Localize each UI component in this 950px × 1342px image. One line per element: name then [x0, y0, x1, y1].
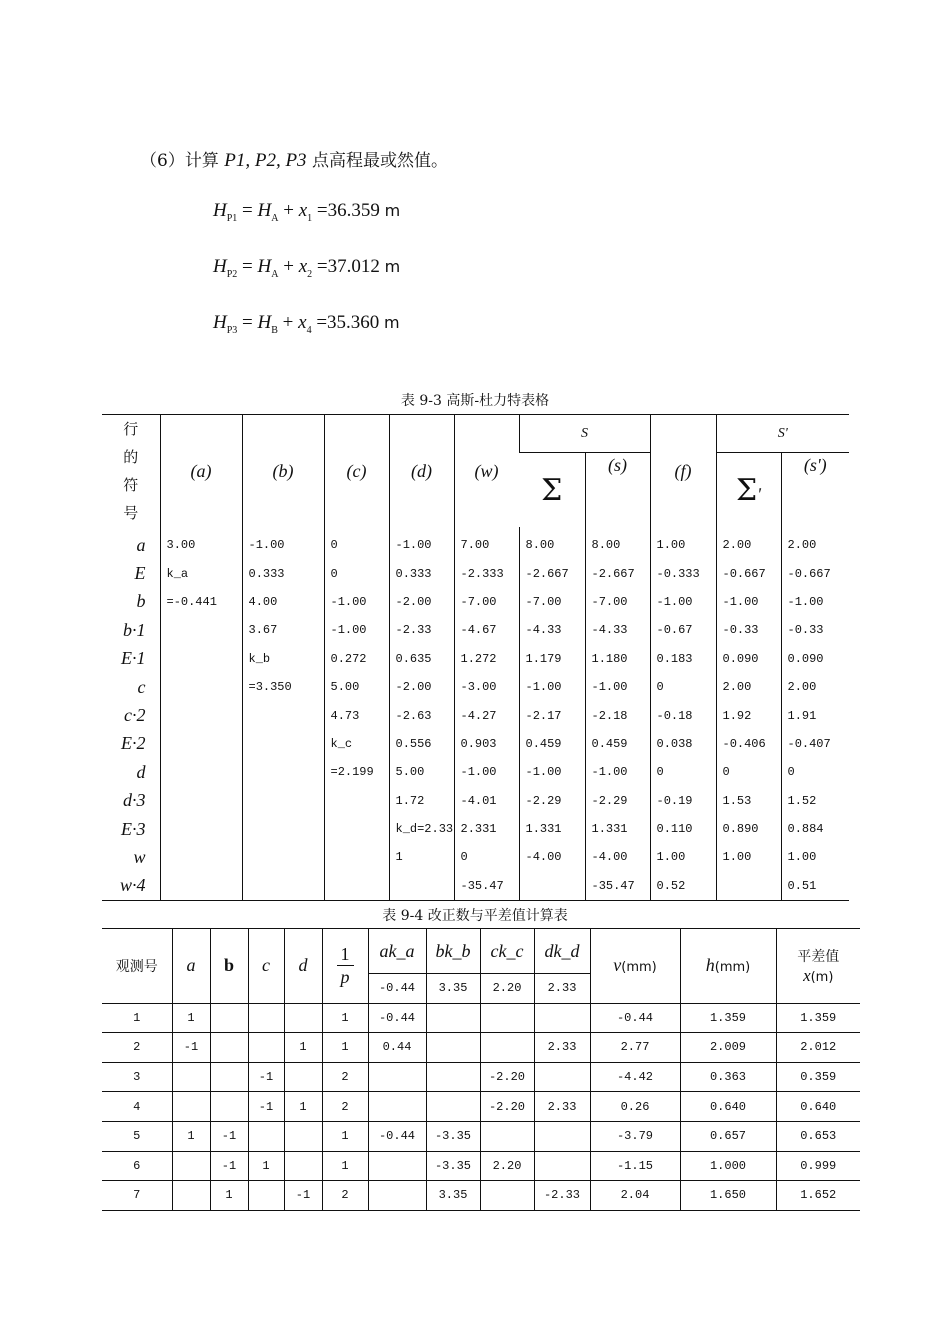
- table3-row: [102, 559, 849, 587]
- table3-cell: 0.333: [389, 559, 454, 587]
- k-b-value: 3.35: [426, 974, 480, 1004]
- dk-header: dk_d: [534, 929, 590, 974]
- table3-cell: 0.884: [781, 815, 849, 843]
- table3-row: [102, 730, 849, 758]
- table4-cell: 1: [210, 1181, 248, 1211]
- table3-cell: -1.00: [650, 588, 716, 616]
- table4-cell: 0.999: [776, 1151, 860, 1181]
- table4-cell: [368, 1062, 426, 1092]
- table4-cell: 1: [284, 1092, 322, 1122]
- table3-cell: 7.00: [454, 527, 519, 559]
- table3-cell: =2.199: [324, 758, 389, 786]
- table4-row: [102, 1062, 860, 1092]
- table4-cell: 0.359: [776, 1062, 860, 1092]
- table3-cell: 0: [454, 843, 519, 871]
- table4-cell: -3.35: [426, 1151, 480, 1181]
- table4-cell: 7: [102, 1181, 172, 1211]
- table3-cell: [389, 872, 454, 901]
- table3-cell: -1.00: [781, 588, 849, 616]
- table4-cell: [248, 1003, 284, 1033]
- table3-cell: 0: [324, 527, 389, 559]
- table3-row: [102, 758, 849, 786]
- table4-cell: [480, 1181, 534, 1211]
- table4-cell: 1.359: [680, 1003, 776, 1033]
- table3-cell: 5.00: [389, 758, 454, 786]
- table3-cell: 2.00: [716, 527, 781, 559]
- table4-cell: [480, 1003, 534, 1033]
- table3-cell: 1.91: [781, 701, 849, 729]
- table4-cell: [172, 1181, 210, 1211]
- table3-cell: -4.33: [519, 616, 585, 644]
- table3-cell: 0.556: [389, 730, 454, 758]
- table4-cell: 1.359: [776, 1003, 860, 1033]
- table3-cell: 1.92: [716, 701, 781, 729]
- table4-cell: 2.009: [680, 1033, 776, 1063]
- table4-cell: 2: [322, 1181, 368, 1211]
- table4-cell: 5: [102, 1121, 172, 1151]
- table3-cell: k_a: [160, 559, 242, 587]
- table3-cell: [242, 815, 324, 843]
- table3-cell: -2.18: [585, 701, 650, 729]
- table4-cell: [426, 1092, 480, 1122]
- table3-cell: 0.52: [650, 872, 716, 901]
- table4-cell: 1: [322, 1151, 368, 1181]
- table3-cell: 0.333: [242, 559, 324, 587]
- table4-cell: -1: [284, 1181, 322, 1211]
- table4-cell: 1: [284, 1033, 322, 1063]
- intro-prefix: （6）计算: [140, 151, 219, 171]
- table3-cell: -7.00: [585, 588, 650, 616]
- table3-cell: 4.73: [324, 701, 389, 729]
- table3-cell: [716, 872, 781, 901]
- table3-cell: -4.67: [454, 616, 519, 644]
- gauss-doolittle-table: [102, 414, 849, 901]
- table3-cell: -2.00: [389, 673, 454, 701]
- table3-cell: 1.180: [585, 645, 650, 673]
- table4-cell: 2.04: [590, 1181, 680, 1211]
- table3-cell: [242, 758, 324, 786]
- table3-cell: [242, 872, 324, 901]
- row-header: 行的符号: [123, 420, 139, 522]
- table4-row: [102, 1003, 860, 1033]
- table3-cell: -0.667: [781, 559, 849, 587]
- table4-cell: 1: [172, 1003, 210, 1033]
- table4-cell: [248, 1033, 284, 1063]
- table3-cell: -2.333: [454, 559, 519, 587]
- intro-line: [140, 146, 448, 172]
- table4-cell: [368, 1181, 426, 1211]
- table4-cell: -2.20: [480, 1092, 534, 1122]
- table4-cell: [172, 1151, 210, 1181]
- table3-cell: -4.00: [585, 843, 650, 871]
- table4-cell: [480, 1033, 534, 1063]
- table4-cell: [210, 1062, 248, 1092]
- table3-cell: 0.459: [519, 730, 585, 758]
- table4-cell: -0.44: [590, 1003, 680, 1033]
- table3-cell: [160, 843, 242, 871]
- table3-cell: -0.67: [650, 616, 716, 644]
- table3-cell: 1: [389, 843, 454, 871]
- table4-cell: [534, 1003, 590, 1033]
- col-c: (c): [324, 415, 389, 528]
- table3-cell: [242, 730, 324, 758]
- table3-cell: -35.47: [585, 872, 650, 901]
- correction-table: [102, 928, 860, 1211]
- table3-row: [102, 588, 849, 616]
- table3-cell: -1.00: [242, 527, 324, 559]
- table4-cell: 2: [322, 1062, 368, 1092]
- obs-header: 观测号: [102, 929, 172, 1004]
- table3-cell: -0.18: [650, 701, 716, 729]
- table3-row: [102, 527, 849, 559]
- p-header: $\frac{1}{p}$: [322, 929, 368, 1004]
- table3-cell: k_d=2.33: [389, 815, 454, 843]
- table4-cell: 2.33: [534, 1033, 590, 1063]
- table3-cell: 0.110: [650, 815, 716, 843]
- table4-cell: [210, 1033, 248, 1063]
- h-header: h(mm): [680, 929, 776, 1004]
- table3-cell: 1.331: [519, 815, 585, 843]
- k-a-value: -0.44: [368, 974, 426, 1004]
- table3-cell: 0: [650, 758, 716, 786]
- table3-cell: [242, 787, 324, 815]
- table3-cell: [242, 701, 324, 729]
- table3-cell: -2.667: [585, 559, 650, 587]
- table3-cell: -0.19: [650, 787, 716, 815]
- table4-cell: 1: [322, 1121, 368, 1151]
- table3-cell: -0.33: [781, 616, 849, 644]
- table3-cell: 0.890: [716, 815, 781, 843]
- table3-cell: 8.00: [519, 527, 585, 559]
- table3-cell: -1.00: [324, 588, 389, 616]
- table3-row: [102, 843, 849, 871]
- table4-cell: 1: [322, 1033, 368, 1063]
- sigma-icon: Σ: [541, 472, 563, 508]
- table3-cell: -4.00: [519, 843, 585, 871]
- table4-cell: -4.42: [590, 1062, 680, 1092]
- table3-cell: 0: [324, 559, 389, 587]
- table4-cell: 1.650: [680, 1181, 776, 1211]
- equation-hp2: $H_{P2} = H_A + x_2 =37.012$ m: [213, 256, 401, 280]
- table3-cell: -2.00: [389, 588, 454, 616]
- table3-cell: -2.29: [519, 787, 585, 815]
- ak-header: ak_a: [368, 929, 426, 974]
- table3-caption: 表 9-3 高斯-杜力特表格: [400, 393, 550, 409]
- table4-cell: [284, 1003, 322, 1033]
- table4-cell: 2.20: [480, 1151, 534, 1181]
- table4-cell: -0.44: [368, 1121, 426, 1151]
- table4-cell: 3.35: [426, 1181, 480, 1211]
- table4-row: [102, 1121, 860, 1151]
- table4-cell: 3: [102, 1062, 172, 1092]
- table3-cell: 0.090: [716, 645, 781, 673]
- table3-cell: -4.01: [454, 787, 519, 815]
- table3-cell: 8.00: [585, 527, 650, 559]
- col-s-prime: (s'): [781, 453, 849, 527]
- bk-header: bk_b: [426, 929, 480, 974]
- table3-cell: -7.00: [519, 588, 585, 616]
- table3-cell: -1.00: [324, 616, 389, 644]
- table3-cell: [324, 787, 389, 815]
- table3-cell: [160, 872, 242, 901]
- table3-cell: -2.667: [519, 559, 585, 587]
- table3-cell: [324, 843, 389, 871]
- table4-cell: 2.77: [590, 1033, 680, 1063]
- table3-cell: 0.272: [324, 645, 389, 673]
- row-symbol: E·1: [121, 648, 146, 669]
- table4-cell: [426, 1033, 480, 1063]
- table3-cell: -1.00: [519, 673, 585, 701]
- table4-cell: 6: [102, 1151, 172, 1181]
- table3-cell: 2.00: [781, 527, 849, 559]
- table3-cell: 0.635: [389, 645, 454, 673]
- col-s: (s): [585, 453, 650, 527]
- col-S: S: [519, 415, 650, 453]
- table3-cell: -2.33: [389, 616, 454, 644]
- intro-suffix: 点高程最或然值。: [311, 151, 448, 171]
- table4-cell: [480, 1121, 534, 1151]
- table4-cell: [426, 1003, 480, 1033]
- table4-cell: -2.33: [534, 1181, 590, 1211]
- table4-cell: -1: [210, 1121, 248, 1151]
- col-w: (w): [454, 415, 519, 528]
- table3-cell: -1.00: [519, 758, 585, 786]
- table3-cell: 1.00: [650, 843, 716, 871]
- table4-cell: [368, 1092, 426, 1122]
- table3-cell: [160, 616, 242, 644]
- table3-cell: =3.350: [242, 673, 324, 701]
- col-b: (b): [242, 415, 324, 528]
- table4-cell: [534, 1121, 590, 1151]
- table4-cell: 2.33: [534, 1092, 590, 1122]
- b-header: b: [210, 929, 248, 1004]
- table3-cell: [160, 758, 242, 786]
- table4-cell: [210, 1092, 248, 1122]
- table3-cell: 3.67: [242, 616, 324, 644]
- table3-cell: 1.53: [716, 787, 781, 815]
- col-d: (d): [389, 415, 454, 528]
- table4-row: [102, 1181, 860, 1211]
- table4-cell: 2: [322, 1092, 368, 1122]
- table3-cell: 1.00: [716, 843, 781, 871]
- table3-cell: -3.00: [454, 673, 519, 701]
- table4-cell: 4: [102, 1092, 172, 1122]
- table3-cell: 2.00: [716, 673, 781, 701]
- intro-points: P1, P2, P3: [224, 150, 307, 171]
- table3-cell: 0.51: [781, 872, 849, 901]
- row-symbol: c·2: [124, 705, 146, 726]
- k-c-value: 2.20: [480, 974, 534, 1004]
- table3-cell: -7.00: [454, 588, 519, 616]
- row-symbol: b: [136, 591, 146, 612]
- adjusted-header: 平差值 x(m): [776, 929, 860, 1004]
- table4-cell: [210, 1003, 248, 1033]
- table3-cell: 1.00: [781, 843, 849, 871]
- table3-cell: -4.27: [454, 701, 519, 729]
- table3-cell: 3.00: [160, 527, 242, 559]
- equation-hp3: $H_{P3} = H_B + x_4 =35.360$ m: [213, 312, 400, 336]
- table4-cell: -3.35: [426, 1121, 480, 1151]
- row-symbol: d: [136, 761, 146, 782]
- table4-cell: [284, 1151, 322, 1181]
- table4-cell: 2.012: [776, 1033, 860, 1063]
- table3-row: [102, 616, 849, 644]
- row-symbol: E·2: [121, 733, 146, 754]
- table3-cell: -0.33: [716, 616, 781, 644]
- table3-row: [102, 673, 849, 701]
- table3-cell: 0.038: [650, 730, 716, 758]
- table3-cell: 0.903: [454, 730, 519, 758]
- table3-cell: -0.407: [781, 730, 849, 758]
- table3-cell: 1.00: [650, 527, 716, 559]
- table4-cell: 0.653: [776, 1121, 860, 1151]
- table3-cell: 1.52: [781, 787, 849, 815]
- table3-cell: [242, 843, 324, 871]
- col-a: (a): [160, 415, 242, 528]
- table3-cell: k_b: [242, 645, 324, 673]
- table4-cell: [248, 1121, 284, 1151]
- table4-cell: [284, 1121, 322, 1151]
- table3-cell: 0: [781, 758, 849, 786]
- table4-cell: 1: [322, 1003, 368, 1033]
- table3-cell: [160, 815, 242, 843]
- table3-cell: -0.667: [716, 559, 781, 587]
- table3-cell: -1.00: [585, 758, 650, 786]
- table3-cell: [160, 787, 242, 815]
- table3-cell: -0.406: [716, 730, 781, 758]
- table4-cell: [426, 1062, 480, 1092]
- table3-row: [102, 815, 849, 843]
- table4-cell: -1: [248, 1092, 284, 1122]
- table3-cell: -4.33: [585, 616, 650, 644]
- table4-cell: -1: [210, 1151, 248, 1181]
- table3-cell: [160, 673, 242, 701]
- table3-cell: -2.29: [585, 787, 650, 815]
- table3-cell: -2.17: [519, 701, 585, 729]
- d-header: d: [284, 929, 322, 1004]
- table3-cell: k_c: [324, 730, 389, 758]
- table3-cell: 1.72: [389, 787, 454, 815]
- table3-cell: -1.00: [585, 673, 650, 701]
- table4-row: [102, 1033, 860, 1063]
- table3-cell: [160, 701, 242, 729]
- table3-cell: -35.47: [454, 872, 519, 901]
- table4-cell: -2.20: [480, 1062, 534, 1092]
- table3-cell: =-0.441: [160, 588, 242, 616]
- table3-cell: 4.00: [242, 588, 324, 616]
- table4-cell: [534, 1151, 590, 1181]
- table3-cell: 5.00: [324, 673, 389, 701]
- table4-cell: 1: [172, 1121, 210, 1151]
- table4-cell: 1: [248, 1151, 284, 1181]
- table3-row: [102, 787, 849, 815]
- table4-cell: -0.44: [368, 1003, 426, 1033]
- table3-cell: 2.00: [781, 673, 849, 701]
- table4-cell: 0.363: [680, 1062, 776, 1092]
- table4-cell: [534, 1062, 590, 1092]
- row-symbol: c: [137, 676, 146, 697]
- table3-row: [102, 872, 849, 901]
- table3-cell: 0: [650, 673, 716, 701]
- table4-cell: 0.26: [590, 1092, 680, 1122]
- table4-row: [102, 1092, 860, 1122]
- table3-cell: 1.272: [454, 645, 519, 673]
- table3-cell: [324, 872, 389, 901]
- table3-cell: [324, 815, 389, 843]
- table4-cell: -1: [248, 1062, 284, 1092]
- table3-row: [102, 701, 849, 729]
- table3-cell: [519, 872, 585, 901]
- table3-cell: 1.179: [519, 645, 585, 673]
- table3-cell: 2.331: [454, 815, 519, 843]
- c-header: c: [248, 929, 284, 1004]
- table3-row: [102, 645, 849, 673]
- table4-cell: [284, 1062, 322, 1092]
- table4-cell: -1.15: [590, 1151, 680, 1181]
- row-symbol: a: [136, 534, 146, 555]
- row-symbol: E: [134, 563, 146, 584]
- table4-cell: -3.79: [590, 1121, 680, 1151]
- row-symbol: w·4: [119, 875, 146, 896]
- table4-cell: 1.000: [680, 1151, 776, 1181]
- table3-cell: 0.459: [585, 730, 650, 758]
- row-symbol: E·3: [121, 818, 146, 839]
- table3-cell: -1.00: [454, 758, 519, 786]
- k-d-value: 2.33: [534, 974, 590, 1004]
- table4-cell: 2: [102, 1033, 172, 1063]
- table4-cell: [172, 1092, 210, 1122]
- table3-cell: 1.331: [585, 815, 650, 843]
- table3-cell: 0.090: [781, 645, 849, 673]
- table4-cell: 1: [102, 1003, 172, 1033]
- table3-cell: [160, 645, 242, 673]
- table4-caption: 表 9-4 改正数与平差值计算表: [382, 908, 568, 924]
- table4-row: [102, 1151, 860, 1181]
- table3-cell: 0.183: [650, 645, 716, 673]
- table4-cell: 0.640: [776, 1092, 860, 1122]
- row-symbol: w: [133, 846, 146, 867]
- ck-header: ck_c: [480, 929, 534, 974]
- table3-cell: -2.63: [389, 701, 454, 729]
- table3-cell: -0.333: [650, 559, 716, 587]
- v-header: v(mm): [590, 929, 680, 1004]
- col-S-prime: S': [716, 415, 849, 453]
- a-header: a: [172, 929, 210, 1004]
- table3-cell: -1.00: [389, 527, 454, 559]
- col-f: (f): [650, 415, 716, 528]
- table4-cell: [248, 1181, 284, 1211]
- sigma-prime-icon: Σʹ: [716, 453, 781, 527]
- table4-cell: [172, 1062, 210, 1092]
- table4-cell: 0.640: [680, 1092, 776, 1122]
- row-symbol: b·1: [123, 619, 146, 640]
- table3-cell: 0: [716, 758, 781, 786]
- table4-cell: 1.652: [776, 1181, 860, 1211]
- table3-cell: -1.00: [716, 588, 781, 616]
- equation-hp1: $H_{P1} = H_A + x_1 =36.359$ m: [213, 200, 401, 224]
- table4-cell: 0.44: [368, 1033, 426, 1063]
- table3-cell: [160, 730, 242, 758]
- row-symbol: d·3: [123, 790, 146, 811]
- table4-cell: -1: [172, 1033, 210, 1063]
- table4-cell: 0.657: [680, 1121, 776, 1151]
- table4-cell: [368, 1151, 426, 1181]
